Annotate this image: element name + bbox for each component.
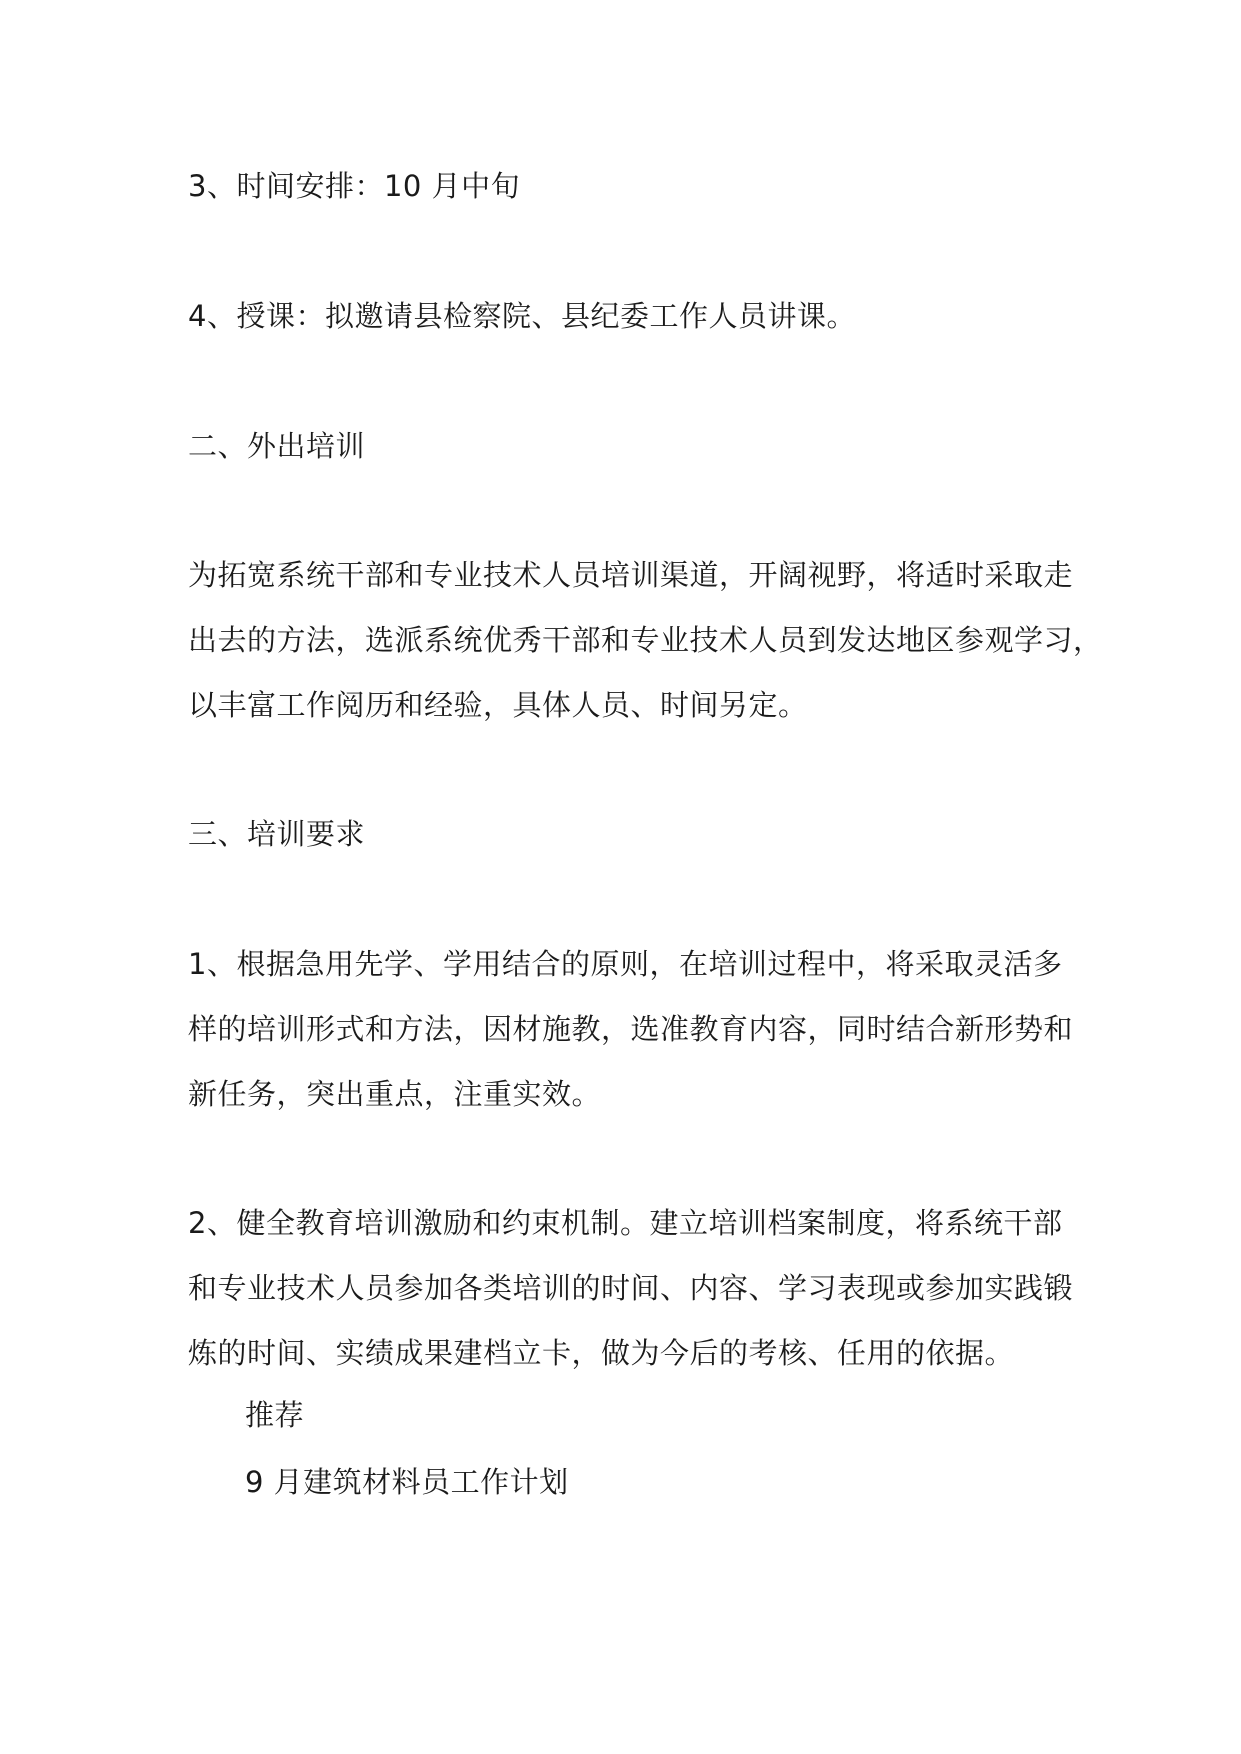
requirement-2-line-1: 2、健全教育培训激励和约束机制。建立培训档案制度，将系统干部 xyxy=(188,1206,1063,1240)
requirement-1-line-3: 新任务，突出重点，注重实效。 xyxy=(188,1077,602,1111)
section-2-paragraph-line-3: 以丰富工作阅历和经验，具体人员、时间另定。 xyxy=(188,688,808,722)
item-4-lecturers: 4、授课：拟邀请县检察院、县纪委工作人员讲课。 xyxy=(188,299,856,333)
requirement-2-line-2: 和专业技术人员参加各类培训的时间、内容、学习表现或参加实践锻 xyxy=(188,1271,1074,1305)
section-3-heading: 三、培训要求 xyxy=(188,817,366,851)
requirement-1-line-2: 样的培训形式和方法，因材施教，选准教育内容，同时结合新形势和 xyxy=(188,1012,1074,1046)
requirement-2-line-3: 炼的时间、实绩成果建档立卡，做为今后的考核、任用的依据。 xyxy=(188,1336,1015,1370)
section-2-paragraph-line-1: 为拓宽系统干部和专业技术人员培训渠道，开阔视野，将适时采取走 xyxy=(188,558,1074,592)
recommend-link[interactable]: 9 月建筑材料员工作计划 xyxy=(245,1465,569,1499)
section-2-paragraph-line-2: 出去的方法，选派系统优秀干部和专业技术人员到发达地区参观学习， xyxy=(188,623,1103,657)
item-3-schedule: 3、时间安排：10 月中旬 xyxy=(188,169,521,203)
requirement-1-line-1: 1、根据急用先学、学用结合的原则，在培训过程中，将采取灵活多 xyxy=(188,947,1063,981)
section-2-heading: 二、外出培训 xyxy=(188,429,366,463)
recommend-label: 推荐 xyxy=(245,1398,305,1432)
